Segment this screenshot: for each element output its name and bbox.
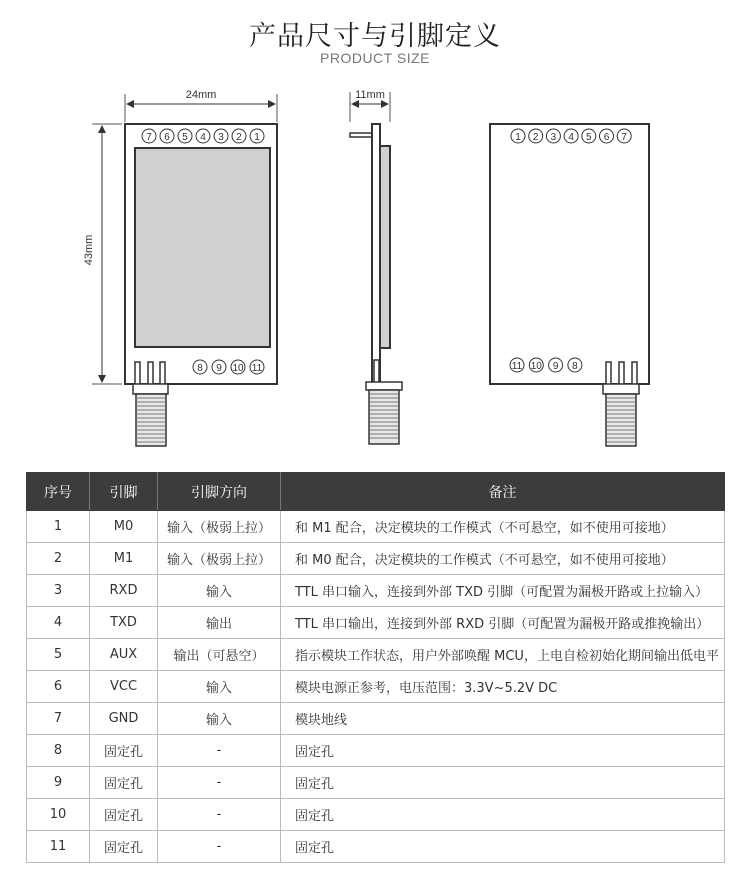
cell-note: TTL 串口输入，连接到外部 TXD 引脚（可配置为漏极开路或上拉输入）: [281, 575, 725, 607]
pin-number: 8: [572, 361, 578, 372]
pin-number: 3: [218, 132, 224, 143]
side-shield: [380, 146, 390, 348]
pin-number: 5: [586, 132, 592, 143]
pin-number: 4: [568, 132, 574, 143]
table-row: [27, 511, 725, 543]
side-pin-stub: [350, 133, 372, 137]
table-row: [27, 607, 725, 639]
page-subtitle: PRODUCT SIZE: [320, 50, 430, 66]
cell-index: 8: [27, 735, 90, 767]
pin-number: 4: [200, 132, 206, 143]
header-direction: 引脚方向: [158, 473, 281, 511]
thickness-label: 11mm: [355, 89, 385, 101]
cell-direction: -: [158, 831, 281, 863]
pin-number: 11: [251, 363, 263, 374]
cell-note: 固定孔: [281, 831, 725, 863]
table-row: [27, 543, 725, 575]
cell-index: 4: [27, 607, 90, 639]
cell-index: 3: [27, 575, 90, 607]
table-header-row: [27, 473, 725, 511]
cell-pin: 固定孔: [90, 767, 158, 799]
cell-index: 7: [27, 703, 90, 735]
pin-number: 5: [182, 132, 188, 143]
cell-index: 9: [27, 767, 90, 799]
table-row: [27, 575, 725, 607]
cell-pin: GND: [90, 703, 158, 735]
pin-definition-table: [26, 472, 725, 863]
front-shield: [135, 148, 270, 347]
cell-note: 模块电源正参考，电压范围：3.3V~5.2V DC: [281, 671, 725, 703]
cell-note: 固定孔: [281, 799, 725, 831]
pin-number: 10: [232, 363, 244, 374]
cell-direction: 输入: [158, 703, 281, 735]
cell-pin: M0: [90, 511, 158, 543]
header-note: 备注: [281, 473, 725, 511]
cell-direction: 输入（极弱上拉）: [158, 511, 281, 543]
width-label: 24mm: [185, 89, 217, 101]
table-row: [27, 799, 725, 831]
cell-index: 6: [27, 671, 90, 703]
cell-pin: VCC: [90, 671, 158, 703]
cell-index: 1: [27, 511, 90, 543]
cell-direction: 输入: [158, 575, 281, 607]
side-view: [350, 89, 402, 444]
cell-note: 模块地线: [281, 703, 725, 735]
pin-number: 2: [532, 132, 539, 143]
cell-pin: 固定孔: [90, 831, 158, 863]
cell-note: 固定孔: [281, 767, 725, 799]
back-antenna-connector: [603, 362, 639, 446]
pin-number: 11: [511, 361, 523, 372]
pin-number: 9: [552, 361, 559, 372]
cell-direction: -: [158, 735, 281, 767]
cell-direction: -: [158, 799, 281, 831]
height-label: 43mm: [83, 234, 95, 266]
table-row: [27, 831, 725, 863]
header-pin: 引脚: [90, 473, 158, 511]
cell-note: 和 M0 配合，决定模块的工作模式（不可悬空，如不使用可接地）: [281, 543, 725, 575]
cell-direction: 输出: [158, 607, 281, 639]
pin-number: 3: [550, 132, 557, 143]
front-view: [83, 89, 277, 446]
cell-pin: AUX: [90, 639, 158, 671]
back-board: [490, 124, 649, 384]
cell-note: 和 M1 配合，决定模块的工作模式（不可悬空，如不使用可接地）: [281, 511, 725, 543]
cell-index: 11: [27, 831, 90, 863]
pin-number: 7: [621, 132, 627, 143]
cell-pin: TXD: [90, 607, 158, 639]
cell-index: 5: [27, 639, 90, 671]
pin-number: 1: [515, 132, 521, 143]
cell-note: 固定孔: [281, 735, 725, 767]
back-view: [490, 124, 649, 446]
cell-direction: 输入（极弱上拉）: [158, 543, 281, 575]
front-antenna-connector: [133, 362, 168, 446]
pin-number: 2: [236, 132, 242, 143]
table-body: [27, 511, 725, 863]
pin-number: 8: [197, 363, 203, 374]
pin-number: 1: [254, 132, 260, 143]
cell-direction: 输入: [158, 671, 281, 703]
table-row: [27, 639, 725, 671]
pin-number: 10: [530, 361, 542, 372]
cell-pin: M1: [90, 543, 158, 575]
cell-index: 10: [27, 799, 90, 831]
table-row: [27, 671, 725, 703]
dimension-drawing: [0, 78, 750, 458]
cell-pin: 固定孔: [90, 799, 158, 831]
cell-pin: 固定孔: [90, 735, 158, 767]
page-title: 产品尺寸与引脚定义: [249, 21, 501, 52]
cell-index: 2: [27, 543, 90, 575]
table-row: [27, 767, 725, 799]
table-row: [27, 735, 725, 767]
pin-number: 7: [146, 132, 152, 143]
pin-number: 9: [216, 363, 222, 374]
pin-number: 6: [603, 132, 610, 143]
table-row: [27, 703, 725, 735]
side-board: [372, 124, 380, 384]
cell-direction: 输出（可悬空）: [158, 639, 281, 671]
header-index: 序号: [27, 473, 90, 511]
pin-number: 6: [164, 132, 170, 143]
cell-note: TTL 串口输出，连接到外部 RXD 引脚（可配置为漏极开路或推挽输出）: [281, 607, 725, 639]
cell-note: 指示模块工作状态，用户外部唤醒 MCU，上电自检初始化期间输出低电平: [281, 639, 725, 671]
cell-direction: -: [158, 767, 281, 799]
cell-pin: RXD: [90, 575, 158, 607]
